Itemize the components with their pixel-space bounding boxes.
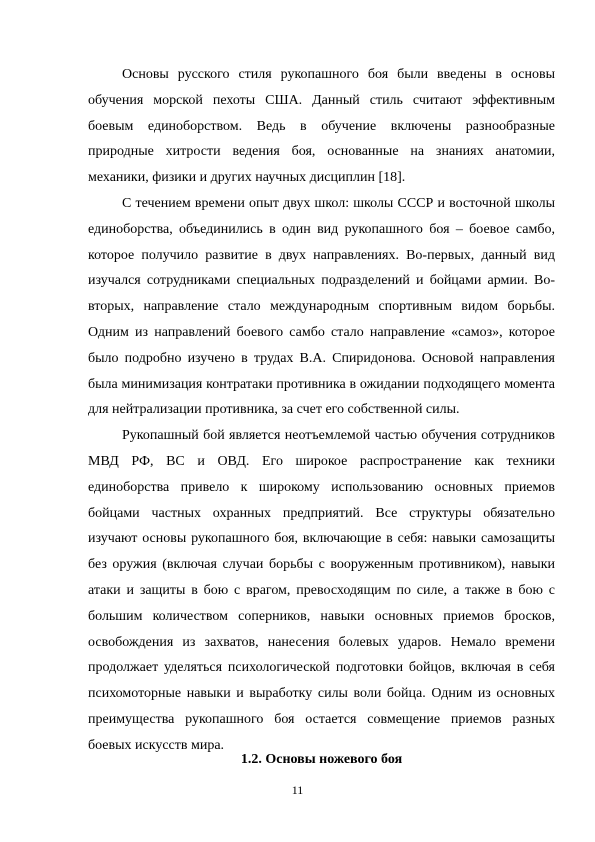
body-text	[88, 62, 555, 759]
section-heading: 1.2. Основы ножевого боя	[240, 752, 403, 767]
paragraph-combat-sambo: С течением времени опыт двух школ: школы СССР и восточной школы единоборства, объединились в один вид рукопашного боя – боевое самбо, которое получило развитие в двух направлениях. Во-первых, данный вид изучался сотрудниками специальных подразделений и бойцами армии. Во-вторых, направление стало международным спортивным видом борьбы. Одним из направлений боевого самбо стало направление «самоз», которое было подробно изучено в трудах В.А. Спиридонова. Основой направления была минимизация контратаки противника в ожидании подходящего момента для нейтрализации противника, за счет его собственной силы.	[88, 195, 555, 418]
paragraph-russian-style-origins: Основы русского стиля рукопашного боя были введены в основы обучения морской пехоты США. Данный стиль считают эффективным боевым единоборством. Ведь в обучение включены разнообразные природные хитрости ведения боя, основанные на знаниях анатомии, механики, физики и других научных дисциплин [18].	[88, 67, 555, 186]
page-number: 11	[291, 783, 304, 797]
paragraph-hand-to-hand-training: Рукопашный бой является неотъемлемой частью обучения сотрудников МВД РФ, ВС и ОВД. Его широкое распространение как техники единоборства привело к широкому использованию основных приемов бойцами частных охранных предприятий. Все структуры обязательно изучают основы рукопашного боя, включающие в себя: навыки самозащиты без оружия (включая случаи борьбы с вооруженным противником), навыки атаки и защиты в бою с врагом, превосходящим по силе, а также в бою с большим количеством соперников, навыки основных приемов бросков, освобождения из захватов, нанесения болевых ударов. Немало времени продолжает уделяться психологической подготовки бойцов, включая в себя психомоторные навыки и выработку силы воли бойца. Одним из основных преимущества рукопашного боя остается совмещение приемов разных боевых искусств мира.	[88, 428, 555, 753]
